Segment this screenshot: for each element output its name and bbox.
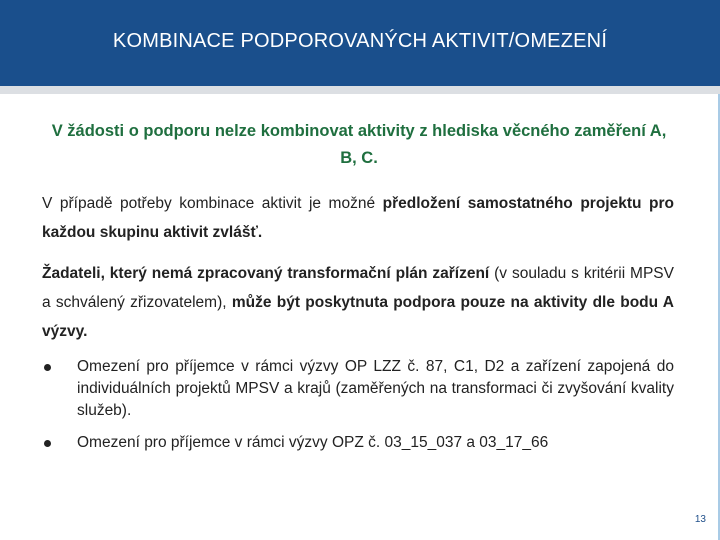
- slide-title: KOMBINACE PODPOROVANÝCH AKTIVIT/OMEZENÍ: [112, 29, 608, 52]
- paragraph-combination: [42, 189, 674, 247]
- list-item: [44, 432, 674, 454]
- paragraph-applicant-bold-end: může být poskytnuta podpora pouze na aktivity dle bodu A výzvy.: [42, 294, 675, 340]
- list-item: [44, 356, 674, 422]
- paragraph-applicant-normal: (v souladu s kritérii MPSV a schválený zřizovatelem),: [42, 265, 674, 311]
- list-item-text: Omezení pro příjemce v rámci výzvy OPZ č. 03_15_037 a 03_17_66: [77, 434, 549, 451]
- page-number: 13: [694, 514, 706, 525]
- slide-header: [0, 0, 720, 86]
- list-item-text: Omezení pro příjemce v rámci výzvy OP LZZ č. 87, C1, D2 a zařízení zapojená do individuálních projektů MPSV a krajů (zaměřených na transformaci či zvyšování kvality služeb).: [77, 358, 674, 419]
- paragraph-applicant-bold-start: Žadateli, který nemá zpracovaný transformační plán zařízení: [42, 265, 490, 282]
- paragraph-combination-bold: předložení samostatného projektu pro každou skupinu aktivit zvlášť.: [42, 195, 674, 241]
- bullet-icon: [44, 440, 51, 447]
- header-divider: [0, 86, 720, 94]
- paragraph-applicant: [42, 259, 674, 346]
- lead-statement: V žádosti o podporu nelze kombinovat aktivity z hlediska věcného zaměření A, B, C.: [51, 122, 667, 167]
- bullet-icon: [44, 364, 51, 371]
- paragraph-combination-normal: V případě potřeby kombinace aktivit je možné: [42, 195, 383, 212]
